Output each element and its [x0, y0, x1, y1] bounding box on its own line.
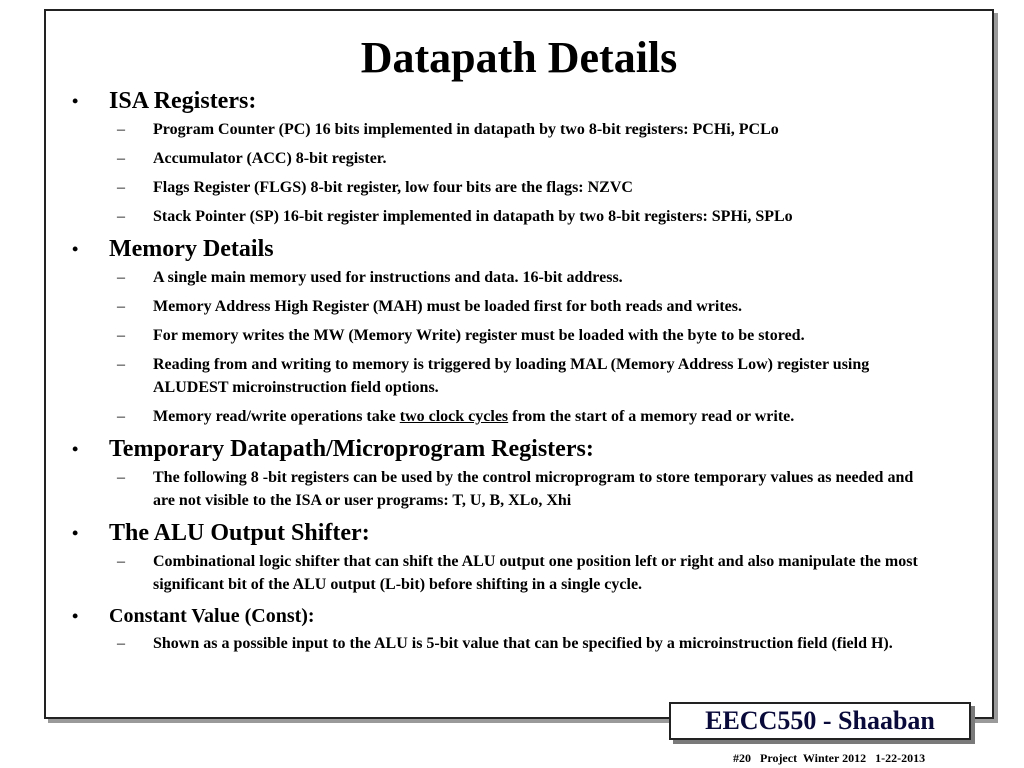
- section-alu-output-shifter: [66, 518, 976, 596]
- dash-icon: –: [117, 408, 125, 425]
- section-memory-details: [66, 234, 976, 428]
- slide-content: [66, 86, 976, 661]
- sub-item: – Combinational logic shifter that can shift the ALU output one position left or right and also manipulate the most significant bit of the ALU output (L-bit) before shifting in a single cycle.: [66, 550, 943, 596]
- bullet-icon: •: [72, 606, 79, 626]
- sub-item: – Shown as a possible input to the ALU is 5-bit value that can be specified by a microinstruction field (field H).: [66, 632, 953, 655]
- underlined-text: two clock cycles: [399, 408, 509, 425]
- dash-icon: –: [117, 356, 125, 373]
- dash-icon: –: [117, 150, 125, 167]
- section-isa-registers: [66, 86, 976, 228]
- section-constant-value: [66, 602, 976, 655]
- sub-item: – Accumulator (ACC) 8-bit register.: [66, 147, 973, 170]
- sub-item: – Program Counter (PC) 16 bits implemented in datapath by two 8-bit registers: PCHi, PCLo: [66, 118, 973, 141]
- bullet-icon: •: [72, 91, 79, 111]
- bullet-icon: •: [72, 523, 79, 543]
- bullet-heading: • Memory Details: [72, 236, 274, 262]
- bullet-icon: •: [72, 439, 79, 459]
- slide-title: Datapath Details: [360, 33, 678, 82]
- dash-icon: –: [117, 298, 125, 315]
- dash-icon: –: [117, 179, 125, 196]
- bullet-icon: •: [72, 239, 79, 259]
- dash-icon: –: [117, 121, 125, 138]
- sub-item: – Memory read/write operations take two clock cycles from the start of a memory read or write.: [66, 405, 973, 428]
- sub-item: – Flags Register (FLGS) 8-bit register, low four bits are the flags: NZVC: [66, 176, 973, 199]
- sub-item: – Memory Address High Register (MAH) must be loaded first for both reads and writes.: [66, 295, 973, 318]
- dash-icon: –: [117, 327, 125, 344]
- sub-item: – A single main memory used for instructions and data. 16-bit address.: [66, 266, 973, 289]
- section-temporary-registers: [66, 434, 976, 512]
- sub-item: – Stack Pointer (SP) 16-bit register implemented in datapath by two 8-bit registers: SPHi, SPLo: [66, 205, 973, 228]
- sub-item: – The following 8 -bit registers can be used by the control microprogram to store temporary values as needed and are not visible to the ISA or user programs: T, U, B, XLo, Xhi: [66, 466, 933, 512]
- bullet-heading: • ISA Registers:: [72, 88, 257, 114]
- sub-item: – For memory writes the MW (Memory Write) register must be loaded with the byte to be stored.: [66, 324, 973, 347]
- sub-item: – Reading from and writing to memory is triggered by loading MAL (Memory Address Low) register using ALUDEST microinstruction field options.: [66, 353, 933, 399]
- course-brand-box: EECC550 - Shaaban: [669, 702, 971, 740]
- dash-icon: –: [117, 469, 125, 486]
- bullet-heading: • The ALU Output Shifter:: [72, 520, 370, 546]
- dash-icon: –: [117, 635, 125, 652]
- dash-icon: –: [117, 269, 125, 286]
- slide-footer: #20 Project Winter 2012 1-22-2013: [733, 751, 926, 765]
- bullet-heading: • Temporary Datapath/Microprogram Registers:: [72, 436, 594, 462]
- dash-icon: –: [117, 208, 125, 225]
- bullet-heading: • Constant Value (Const):: [66, 602, 976, 630]
- dash-icon: –: [117, 553, 125, 570]
